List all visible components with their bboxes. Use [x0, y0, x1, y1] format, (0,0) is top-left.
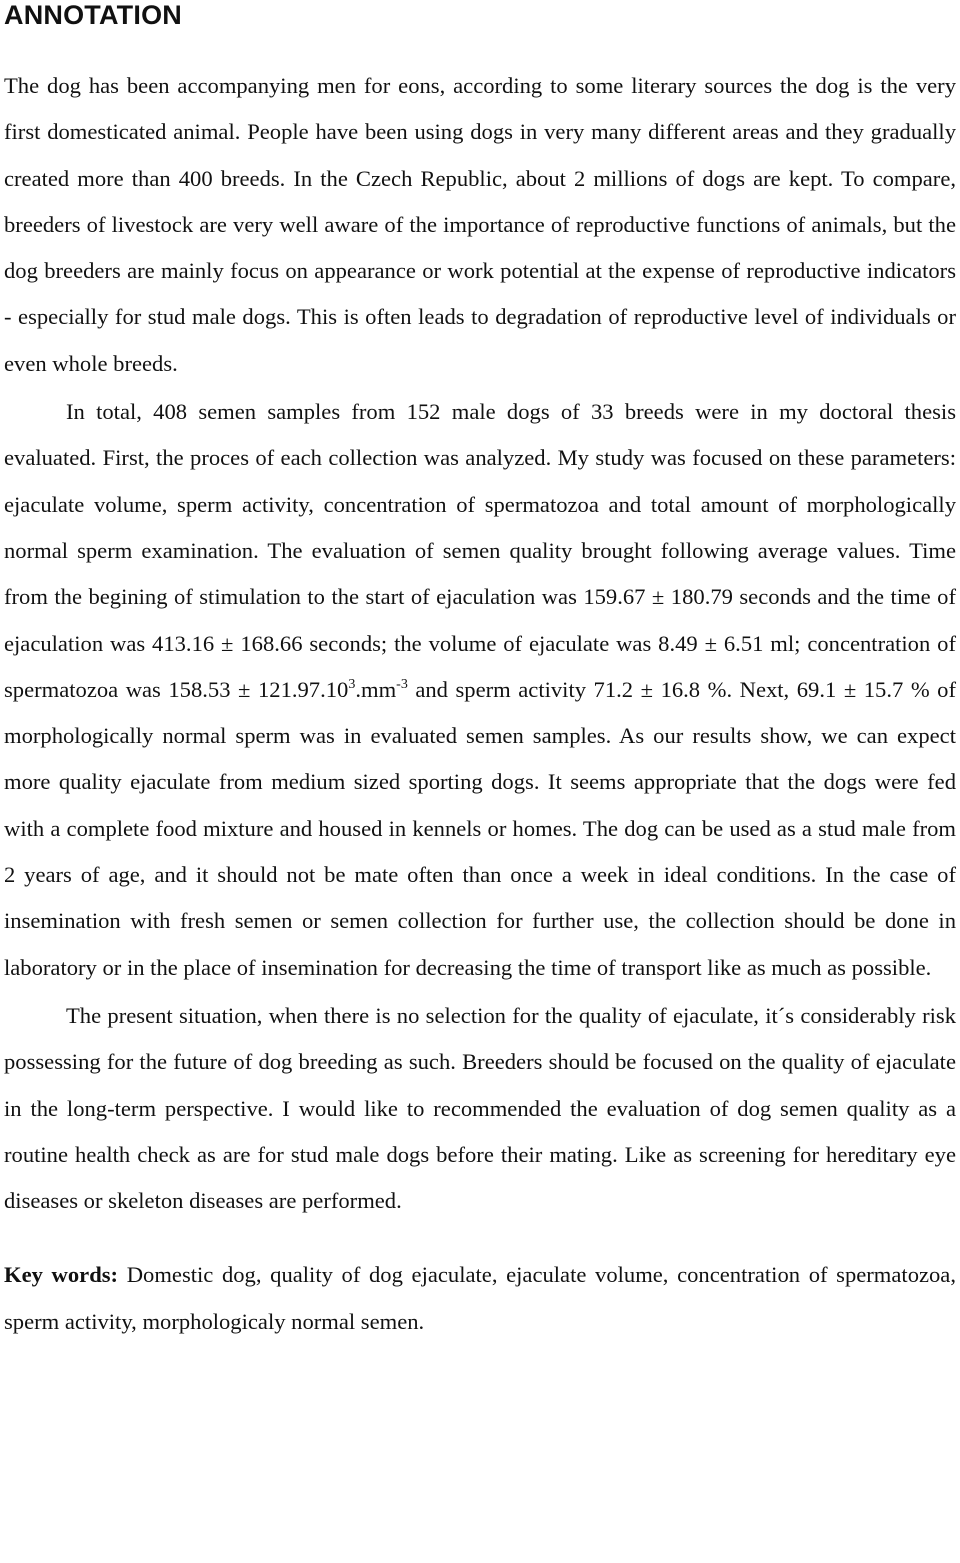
paragraph-2-text: In total, 408 semen samples from 152 male dogs of 33 breeds were in my doctoral thesis evaluated. First, the proces of each collection was analyzed. My study was focused on these parameters: ejaculate volume, sperm activity, concentration of spermatozoa and total amount of morphologically normal sperm examination. The evaluation of semen quality brought following average values. Time from the begining of stimulation to the start of ejaculation was 159.67 ± 180.79 seconds and the time of ejaculation was 413.16 ± 168.66 seconds; the volume of ejaculate was 8.49 ± 6.51 ml; concentration of spermatozoa was 158.53 ± 121.97.10 — [4, 399, 956, 702]
paragraph-3: The present situation, when there is no selection for the quality of ejaculate, it´s considerably risk possessing for the future of dog breeding as such. Breeders should be focused on the quality of ejaculate in the long-term perspective. I would like to recommended the evaluation of dog semen quality as a routine health check as are for stud male dogs before their mating. Like as screening for hereditary eye diseases or skeleton diseases are performed. — [4, 1002, 956, 1214]
paragraph-2-tail: and sperm activity 71.2 ± 16.8 %. Next, 69.1 ± 15.7 % of morphologically normal sperm was in evaluated semen samples. As our results show, we can expect more quality ejaculate from medium sized sporting dogs. It seems appropriate that the dogs were fed with a complete food mixture and housed in kennels or homes. The dog can be used as a stud male from 2 years of age, and it should not be mate often than once a week in ideal conditions. In the case of insemination with fresh semen or semen collection for further use, the collection should be done in laboratory or in the place of insemination for decreasing the time of transport like as much as possible. — [4, 676, 956, 980]
keywords-label: Key words: — [4, 1262, 119, 1288]
keywords-text: Domestic dog, quality of dog ejaculate, ejaculate volume, concentration of spermatozoa, sperm activity, morphologicaly normal semen. — [4, 1262, 956, 1334]
document-page — [4, 0, 956, 1345]
page-title: ANNOTATION — [4, 0, 182, 30]
exponent-3: 3 — [348, 676, 356, 692]
unit-mm: .mm — [355, 676, 397, 702]
paragraph-2 — [4, 389, 956, 991]
paragraph-1: The dog has been accompanying men for eons, according to some literary sources the dog is the very first domesticated animal. People have been using dogs in very many different areas and they gradually created more than 400 breeds. In the Czech Republic, about 2 millions of dogs are kept. To compare, breeders of livestock are very well aware of the importance of reproductive functions of animals, but the dog breeders are mainly focus on appearance or work potential at the expense of reproductive indicators - especially for stud male dogs. This is often leads to degradation of reproductive level of individuals or even whole breeds. — [4, 73, 956, 376]
keywords — [4, 1252, 956, 1345]
exponent-minus-3: -3 — [396, 676, 408, 692]
